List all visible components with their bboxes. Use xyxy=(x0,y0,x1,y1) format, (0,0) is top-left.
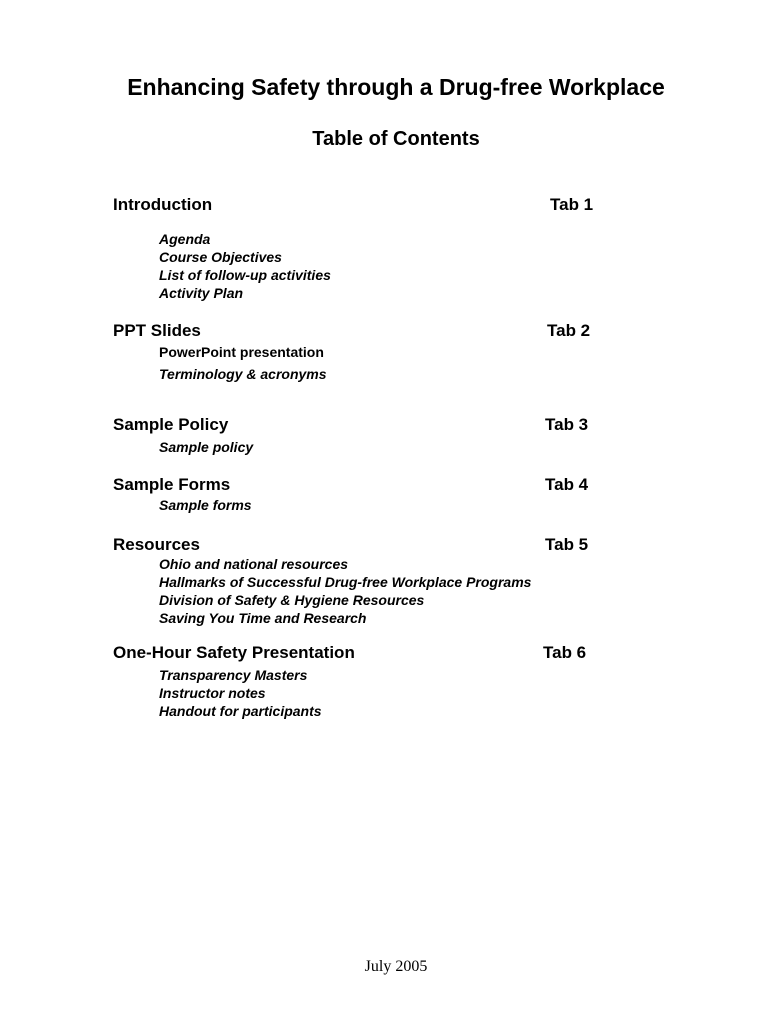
toc-section-sample-policy xyxy=(113,415,603,456)
section-tab: Tab 1 xyxy=(550,195,594,214)
section-title: Resources xyxy=(113,535,200,554)
toc-item: Activity Plan xyxy=(159,285,244,301)
toc-item: PowerPoint presentation xyxy=(159,344,324,360)
toc-item: Sample forms xyxy=(159,497,252,513)
toc-item: Ohio and national resources xyxy=(159,556,349,572)
toc-item: Transparency Masters xyxy=(159,667,308,683)
document-date: July 2005 xyxy=(364,958,428,975)
section-tab: Tab 4 xyxy=(545,475,589,494)
toc-section-one-hour-safety-presentation xyxy=(113,643,603,720)
toc-item: List of follow-up activities xyxy=(159,267,331,283)
toc-item: Handout for participants xyxy=(159,703,322,719)
section-title: One-Hour Safety Presentation xyxy=(113,643,355,662)
toc-section-resources xyxy=(113,535,603,627)
section-title: Sample Policy xyxy=(113,415,229,434)
section-tab: Tab 2 xyxy=(547,321,591,340)
section-tab: Tab 6 xyxy=(543,643,587,662)
section-tab: Tab 3 xyxy=(545,415,589,434)
toc-section-introduction xyxy=(113,195,603,302)
section-title: PPT Slides xyxy=(113,321,201,340)
toc-item: Terminology & acronyms xyxy=(159,366,327,382)
toc-item: Agenda xyxy=(159,231,211,247)
toc-item: Instructor notes xyxy=(159,685,266,701)
toc-item: Hallmarks of Successful Drug-free Workplace Programs xyxy=(159,574,532,590)
section-title: Sample Forms xyxy=(113,475,231,494)
toc-item: Division of Safety & Hygiene Resources xyxy=(159,592,425,608)
document-title: Enhancing Safety through a Drug-free Workplace xyxy=(127,74,665,100)
toc-heading: Table of Contents xyxy=(312,128,480,150)
toc-item: Sample policy xyxy=(159,439,254,455)
section-tab: Tab 5 xyxy=(545,535,589,554)
toc-section-ppt-slides xyxy=(113,321,603,383)
toc-section-sample-forms xyxy=(113,475,603,514)
toc-item: Course Objectives xyxy=(159,249,282,265)
section-title: Introduction xyxy=(113,195,213,214)
toc-item: Saving You Time and Research xyxy=(159,610,367,626)
